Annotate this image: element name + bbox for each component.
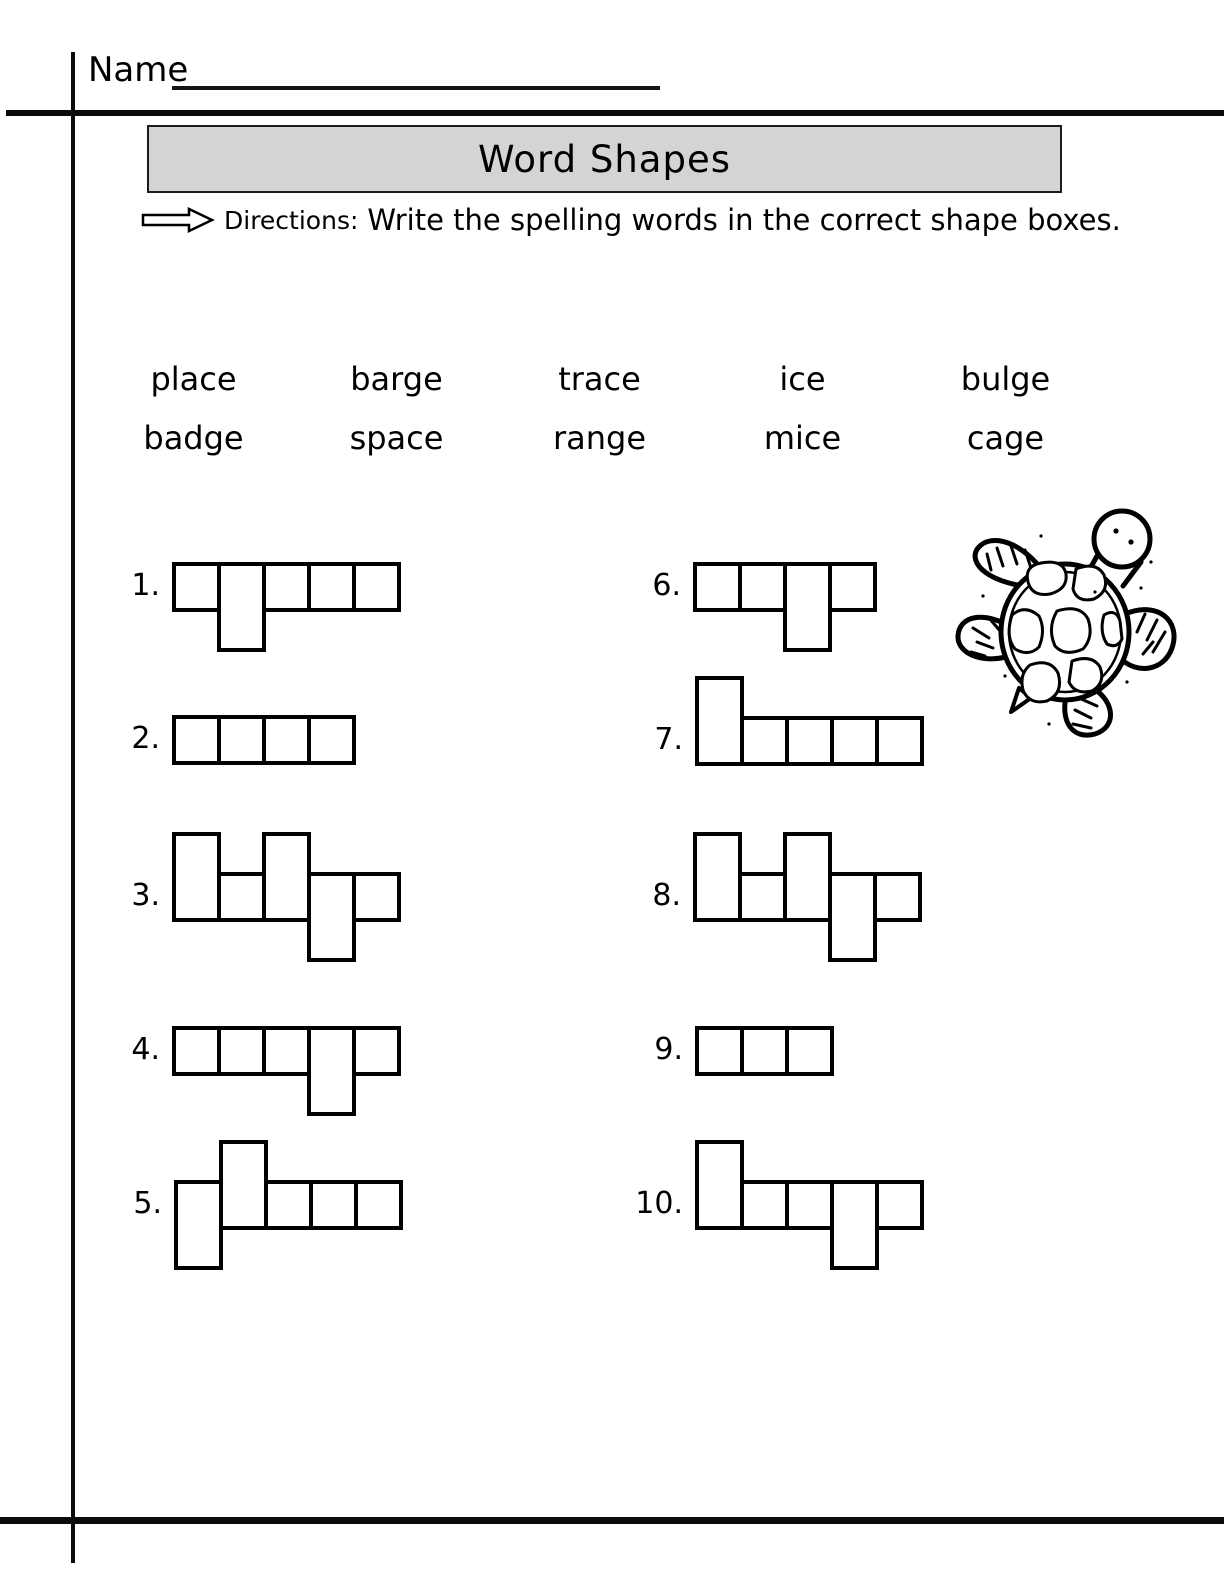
directions-row	[141, 203, 1121, 237]
letter-box-normal	[307, 715, 356, 765]
word-bank-word: ice	[779, 360, 826, 398]
letter-box-normal	[785, 716, 834, 766]
word-bank-word: space	[349, 419, 444, 457]
letter-box-normal	[830, 716, 879, 766]
turtle-image	[945, 496, 1190, 741]
shape-number: 4.	[131, 1032, 160, 1067]
letter-box-ascender	[695, 1140, 744, 1230]
word-bank-word: bulge	[960, 360, 1051, 398]
letter-box-normal	[740, 1026, 789, 1076]
shape-number: 6.	[652, 568, 681, 603]
letter-box-descender	[217, 562, 266, 652]
letter-box-normal	[873, 872, 922, 922]
letter-box-normal	[262, 562, 311, 612]
letter-box-ascender	[219, 1140, 268, 1230]
letter-box-ascender	[172, 832, 221, 922]
letter-box-descender	[828, 872, 877, 962]
word-bank-word: cage	[966, 419, 1045, 457]
letter-box-normal	[875, 1180, 924, 1230]
shape-number: 5.	[133, 1186, 162, 1221]
word-bank-row	[92, 419, 1122, 457]
letter-box-normal	[695, 1026, 744, 1076]
letter-box-normal	[352, 1026, 401, 1076]
letter-box-normal	[217, 715, 266, 765]
letter-box-normal	[217, 1026, 266, 1076]
letter-box-normal	[738, 872, 787, 922]
shape-number: 9.	[654, 1032, 683, 1067]
word-bank-word: badge	[143, 419, 244, 457]
letter-box-normal	[354, 1180, 403, 1230]
shape-number: 8.	[652, 878, 681, 913]
letter-box-normal	[875, 716, 924, 766]
word-bank-word: barge	[350, 360, 443, 398]
letter-box-ascender	[695, 676, 744, 766]
page-title: Word Shapes	[478, 137, 731, 181]
name-blank-line	[172, 55, 660, 90]
letter-box-descender	[174, 1180, 223, 1270]
shape-number: 7.	[654, 722, 683, 757]
letter-box-ascender	[783, 832, 832, 922]
letter-box-ascender	[262, 832, 311, 922]
letter-box-ascender	[693, 832, 742, 922]
letter-box-descender	[830, 1180, 879, 1270]
word-bank-word: mice	[763, 419, 842, 457]
letter-box-normal	[217, 872, 266, 922]
letter-box-descender	[783, 562, 832, 652]
top-divider-line	[6, 110, 1224, 116]
letter-box-normal	[172, 1026, 221, 1076]
shape-number: 1.	[131, 568, 160, 603]
letter-box-normal	[172, 562, 221, 612]
letter-box-normal	[740, 1180, 789, 1230]
letter-box-normal	[740, 716, 789, 766]
letter-box-normal	[352, 872, 401, 922]
bottom-divider-line	[0, 1517, 1224, 1524]
letter-box-normal	[693, 562, 742, 612]
letter-box-normal	[307, 562, 356, 612]
directions-text: Write the spelling words in the correct shape boxes.	[367, 203, 1121, 237]
word-bank-word: range	[552, 419, 647, 457]
letter-box-normal	[738, 562, 787, 612]
letter-box-normal	[264, 1180, 313, 1230]
title-banner	[147, 125, 1062, 193]
shape-number: 2.	[131, 721, 160, 756]
letter-box-descender	[307, 1026, 356, 1116]
word-bank-word: place	[150, 360, 237, 398]
letter-box-normal	[785, 1180, 834, 1230]
word-bank-word: trace	[558, 360, 641, 398]
directions-label: Directions:	[224, 205, 359, 235]
letter-box-normal	[785, 1026, 834, 1076]
letter-box-normal	[309, 1180, 358, 1230]
left-margin-line	[71, 52, 75, 1563]
letter-box-normal	[262, 715, 311, 765]
right-arrow-icon	[141, 206, 215, 234]
word-bank-row	[92, 360, 1122, 398]
letter-box-normal	[828, 562, 877, 612]
letter-box-normal	[172, 715, 221, 765]
letter-box-normal	[352, 562, 401, 612]
shape-number: 10.	[635, 1186, 683, 1221]
shape-number: 3.	[131, 878, 160, 913]
letter-box-descender	[307, 872, 356, 962]
letter-box-normal	[262, 1026, 311, 1076]
name-label: Name	[88, 50, 189, 90]
